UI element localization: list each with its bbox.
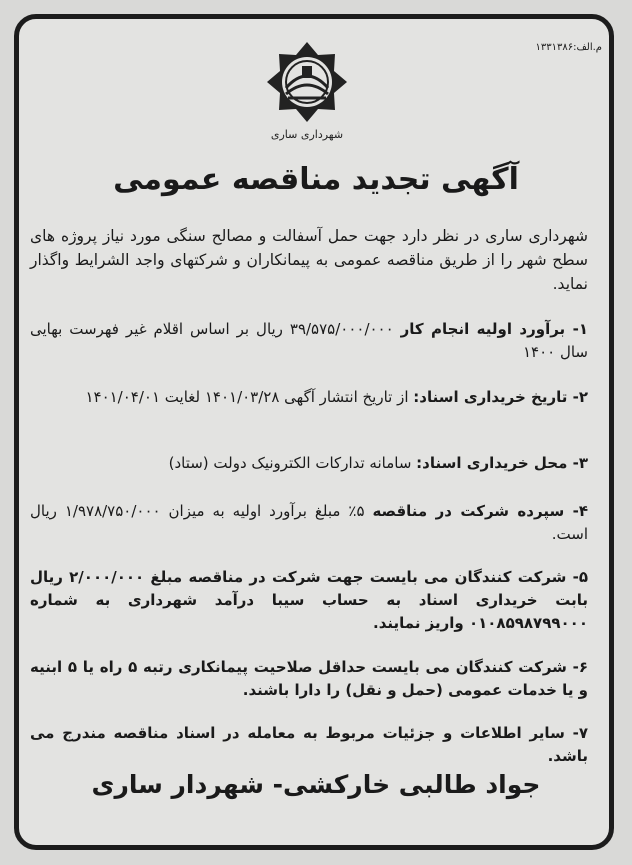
item-2-label: ۲- تاریخ خریداری اسناد: xyxy=(413,388,588,406)
item-4 xyxy=(30,500,588,546)
item-4-label: ۴- سپرده شرکت در مناقصه xyxy=(372,502,588,520)
item-1 xyxy=(30,318,588,364)
item-3 xyxy=(30,452,588,475)
item-1-label: ۱- برآورد اولیه انجام کار xyxy=(400,320,588,338)
item-6: ۶- شرکت کنندگان می بایست حداقل صلاحیت پیمانکاری رتبه ۵ راه یا ۵ ابنیه و یا خدمات عمومی (حمل و نقل) را دارا باشند. xyxy=(30,658,589,699)
item-3-label: ۳- محل خریداری اسناد: xyxy=(416,454,588,472)
municipality-emblem-icon xyxy=(252,34,362,146)
reference-number: م.الف:۱۳۳۱۳۸۶ xyxy=(535,42,602,53)
item-2-text: از تاریخ انتشار آگهی ۱۴۰۱/۰۳/۲۸ لغایت ۱۴۰۱/۰۴/۰۱ xyxy=(85,388,414,406)
item-1-text: ۳۹/۵۷۵/۰۰۰/۰۰۰ ریال بر اساس اقلام غیر فهرست بهایی سال ۱۴۰۰ xyxy=(30,320,588,361)
item-7: ۷- سایر اطلاعات و جزئیات مربوط به معامله در اسناد مناقصه مندرج می باشد. xyxy=(30,724,588,765)
item-3-text: سامانه تدارکات الکترونیک دولت (ستاد) xyxy=(168,454,417,472)
item-2 xyxy=(30,386,588,409)
signature: جواد طالبی خارکشی- شهردار ساری xyxy=(91,770,541,799)
intro-paragraph: شهرداری ساری در نظر دارد جهت حمل آسفالت و مصالح سنگی مورد نیاز پروژه های سطح شهر را از طریق مناقصه عمومی به پیمانکاران و شرکتهای واجد الشرایط واگذار نماید. xyxy=(30,227,588,293)
notice-title: آگهی تجدید مناقصه عمومی xyxy=(113,162,519,197)
item-5: ۵- شرکت کنندگان می بایست جهت شرکت در مناقصه مبلغ ۲/۰۰۰/۰۰۰ ریال بابت خریداری اسناد به حساب سیبا درآمد شهرداری به شماره ۰۱۰۸۵۹۸۷۹۹۰۰۰ واریز نمایند. xyxy=(30,568,589,632)
svg-text:شهرداری ساری: شهرداری ساری xyxy=(270,128,344,141)
item-4-text: ۵٪ مبلغ برآورد اولیه به میزان ۱/۹۷۸/۷۵۰/۰۰۰ ریال است. xyxy=(30,502,588,543)
